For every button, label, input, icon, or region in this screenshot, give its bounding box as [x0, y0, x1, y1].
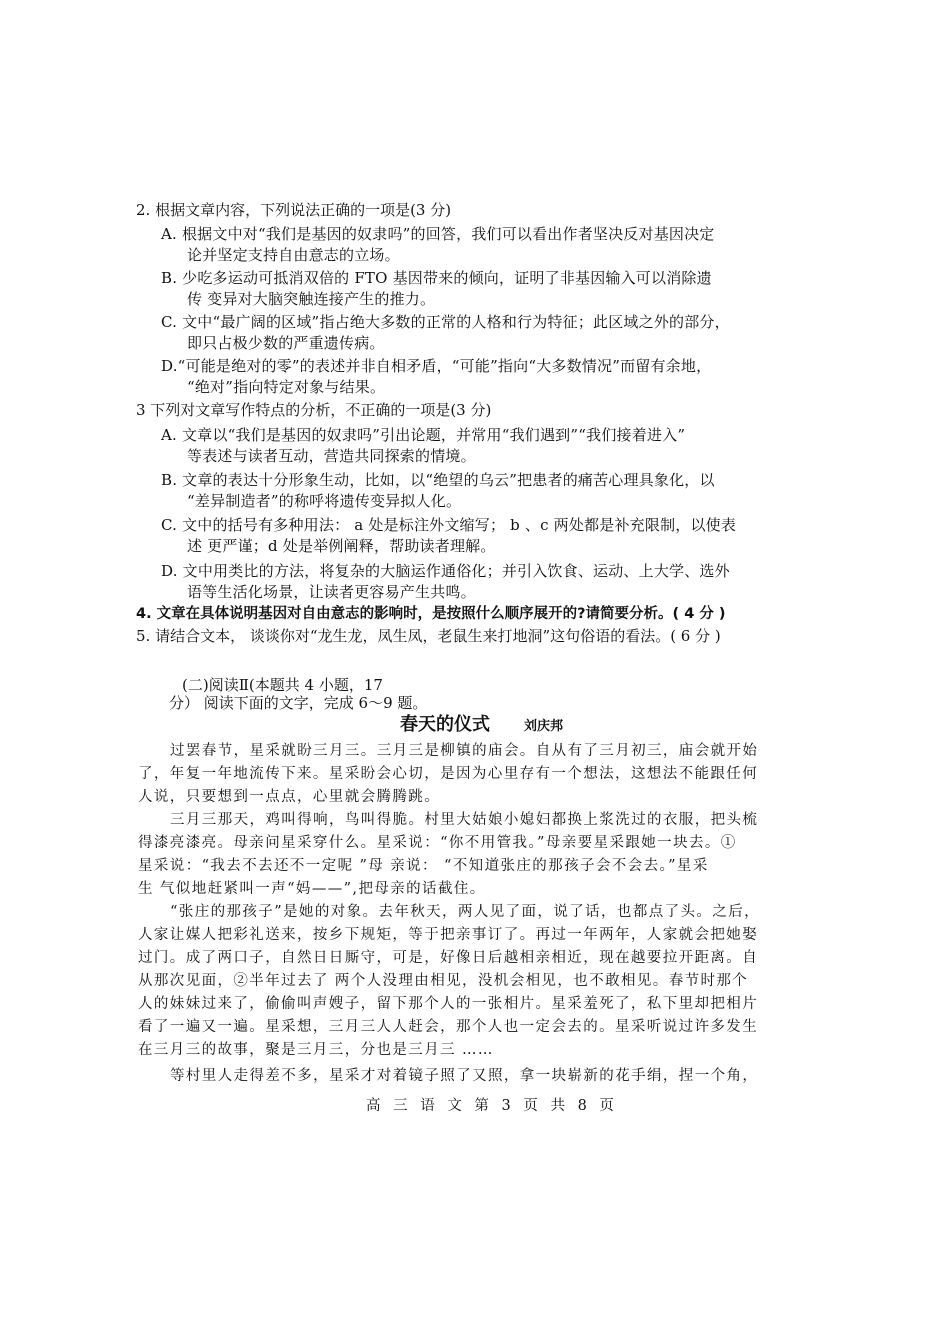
story-line: 看了一遍又一遍。星采想，三月三人人赶会，那个人也一定会去的。星采听说过许多发生: [138, 1019, 759, 1035]
q2-option-c-line1: C. 文中“最广阔的区域”指占绝大多数的正常的人格和行为特征；此区域之外的部分，: [161, 313, 730, 331]
q2-option-d-line1: D.“可能是绝对的零”的表述并非自相矛盾，“可能”指向“大多数情况”而留有余地，: [161, 357, 712, 375]
q3-option-b-line1: B. 文章的表达十分形象生动，比如，以“绝望的乌云”把患者的痛苦心理具象化，以: [161, 471, 715, 489]
story-line: 从那次见面，②半年过去了 两个人没理由相见，没机会相见，也不敢相见。春节时那个: [138, 973, 749, 989]
q3-option-c-line2: 述 更严谨；d 处是举例阐释，帮助读者理解。: [187, 537, 496, 555]
q2-option-a-line1: A. 根据文中对“我们是基因的奴隶吗”的回答，我们可以看出作者坚决反对基因决定: [161, 225, 715, 243]
story-line: 人的妹妹过来了，偷偷叫声嫂子，留下那个人的一张相片。星采羞死了，私下里却把相片: [138, 996, 759, 1012]
story-line: 过罢春节，星采就盼三月三。三月三是柳镇的庙会。自从有了三月初三，庙会就开始: [170, 743, 759, 759]
page-footer: 高 三 语 文 第 3 页 共 8 页: [366, 1098, 618, 1114]
q3-stem: 3 下列对文章写作特点的分析，不正确的一项是(3 分): [136, 401, 492, 419]
q2-stem: 2. 根据文章内容，下列说法正确的一项是(3 分): [136, 201, 452, 219]
story-author: 刘庆邦: [524, 719, 564, 734]
story-line: 在三月三的故事，聚是三月三，分也是三月三 ……: [138, 1042, 494, 1058]
q2-option-c-line2: 即只占极少数的严重遗传病。: [187, 334, 385, 352]
story-line: 得漆亮漆亮。母亲问星采穿什么。星采说：“你不用管我。”母亲要星采跟她一块去。①: [138, 835, 737, 851]
q3-option-c-line1: C. 文中的括号有多种用法： a 处是标注外文缩写； b 、c 两处都是补充限制，以使表: [161, 516, 737, 534]
section2-header-line2: 分） 阅读下面的文字，完成 6～9 题。: [169, 694, 428, 712]
q2-option-d-line2: “绝对”指向特定对象与结果。: [187, 378, 386, 396]
q3-option-b-line2: “差异制造者”的称呼将遗传变异拟人化。: [187, 492, 462, 510]
q2-option-b-line1: B. 少吃多运动可抵消双倍的 FTO 基因带来的倾向，证明了非基因输入可以消除遗: [161, 269, 712, 287]
story-line: 人说，只要想到一点点，心里就会腾腾跳。: [138, 789, 441, 805]
story-line: 人家让媒人把彩礼送来，按乡下规矩，等于把亲事订了。再过一年两年，人家就会把她娶: [138, 927, 759, 943]
q4-text: 4. 文章在具体说明基因对自由意志的影响时，是按照什么顺序展开的?请简要分析。( 4 分 ): [136, 606, 726, 622]
story-line: 了，年复一年地流传下来。星采盼会心切，是因为心里存有一个想法，这想法不能跟任何: [138, 766, 759, 782]
section2-header-line1: (二)阅读Ⅱ(本题共 4 小题，17: [182, 676, 383, 694]
story-line: 星采说：“我去不去还不一定呢 ”母 亲说： “不知道张庄的那孩子会不会去。”星采: [138, 858, 709, 874]
q2-option-b-line2: 传 变异对大脑突触连接产生的推力。: [187, 290, 436, 308]
q3-option-a-line1: A. 文章以“我们是基因的奴隶吗”引出论题，并常用“我们遇到”“我们接着进入”: [161, 426, 686, 444]
q3-option-a-line2: 等表述与读者互动，营造共同探索的情境。: [187, 447, 476, 465]
story-line: “张庄的那孩子”是她的对象。去年秋天，两人见了面，说了话，也都点了头。之后，: [170, 904, 761, 920]
q3-option-d-line2: 语等生活化场景，让读者更容易产生共鸣。: [187, 583, 476, 601]
story-line: 等村里人走得差不多，星采才对着镜子照了又照，拿一块崭新的花手绢，捏一个角，: [170, 1068, 759, 1084]
story-line: 三月三那天，鸡叫得响，鸟叫得脆。村里大姑娘小媳妇都换上浆洗过的衣服，把头梳: [170, 812, 759, 828]
q5-text: 5. 请结合文本， 谈谈你对“龙生龙，凤生凤，老鼠生来打地洞”这句俗语的看法。( 6 分 ): [136, 627, 721, 645]
story-line: 过门。成了两口子，自然日日厮守，可是，好像日后越相亲相近，现在越要拉开距离。自: [138, 950, 759, 966]
q2-option-a-line2: 论并坚定支持自由意志的立场。: [187, 246, 400, 264]
q3-option-d-line1: D. 文中用类比的方法，将复杂的大脑运作通俗化；并引入饮食、运动、上大学、选外: [161, 562, 730, 580]
story-line: 生 气似地赶紧叫一声“妈——”,把母亲的话截住。: [138, 881, 486, 897]
story-title: 春天的仪式: [400, 714, 490, 735]
